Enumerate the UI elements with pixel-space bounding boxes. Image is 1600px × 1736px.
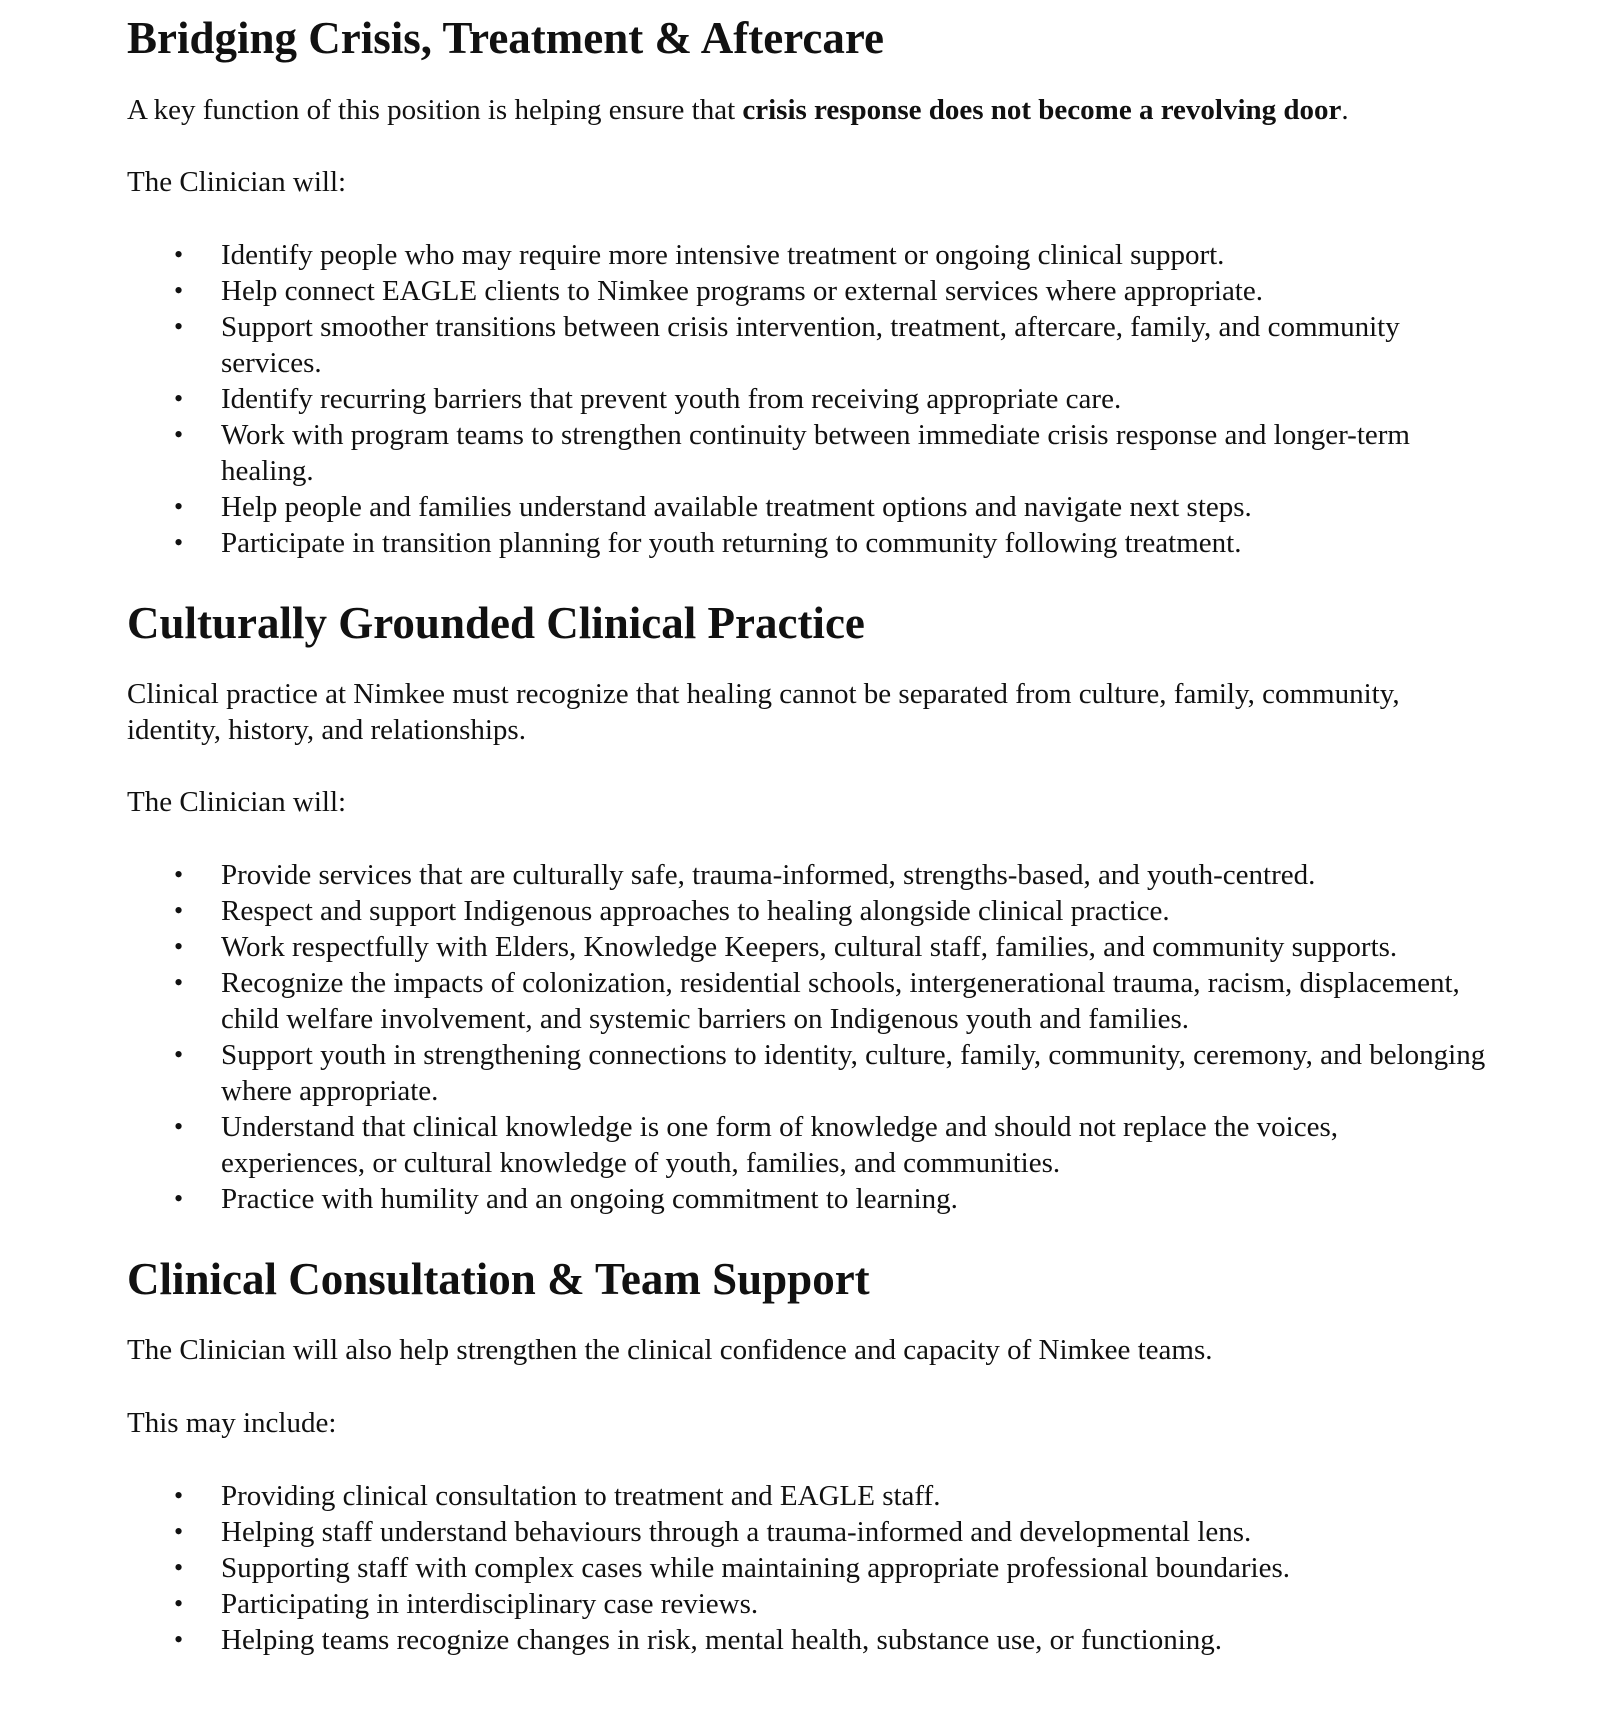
bullet-list [127, 237, 1487, 561]
bullet-list [127, 1478, 1487, 1658]
document-page [127, 0, 1487, 1658]
section-culturally-grounded [127, 598, 1487, 1217]
list-item: • Helping staff understand behaviours through a trauma-informed and developmental lens. [127, 1514, 1487, 1550]
list-item: • Provide services that are culturally safe, trauma-informed, strengths-based, and youth-centred. [127, 857, 1487, 893]
list-item: • Supporting staff with complex cases while maintaining appropriate professional boundaries. [127, 1550, 1487, 1586]
list-item: • Participating in interdisciplinary case reviews. [127, 1586, 1487, 1622]
section-heading: Clinical Consultation & Team Support [127, 1254, 870, 1304]
list-item: • Identify people who may require more intensive treatment or ongoing clinical support. [127, 237, 1487, 273]
section-clinical-consultation [127, 1254, 1487, 1658]
list-item: • Practice with humility and an ongoing commitment to learning. [127, 1181, 1487, 1217]
list-item: • Providing clinical consultation to treatment and EAGLE staff. [127, 1478, 1487, 1514]
list-item: • Help connect EAGLE clients to Nimkee programs or external services where appropriate. [127, 273, 1487, 309]
list-item: • Recognize the impacts of colonization, residential schools, intergenerational trauma, racism, displacement, child welfare involvement, and systemic barriers on Indigenous youth and families. [127, 965, 1487, 1037]
section-intro: The Clinician will also help strengthen the clinical confidence and capacity of Nimkee teams. [127, 1334, 1213, 1366]
section-intro: Clinical practice at Nimkee must recognize that healing cannot be separated from culture, family, community, identity, history, and relationships. [127, 678, 1400, 746]
bullet-list [127, 857, 1487, 1217]
list-item: • Work respectfully with Elders, Knowledge Keepers, cultural staff, families, and community supports. [127, 929, 1487, 965]
section-heading: Bridging Crisis, Treatment & Aftercare [127, 13, 884, 63]
list-lead: This may include: [127, 1407, 337, 1439]
section-bridging-crisis [127, 13, 1487, 561]
list-item: • Understand that clinical knowledge is one form of knowledge and should not replace the voices, experiences, or cultural knowledge of youth, families, and communities. [127, 1109, 1487, 1181]
list-item: • Identify recurring barriers that prevent youth from receiving appropriate care. [127, 381, 1487, 417]
list-item: • Help people and families understand available treatment options and navigate next steps. [127, 489, 1487, 525]
intro-emphasis: crisis response does not become a revolving door [742, 94, 1342, 126]
section-heading: Culturally Grounded Clinical Practice [127, 598, 865, 648]
list-lead: The Clinician will: [127, 786, 347, 818]
list-item: • Participate in transition planning for youth returning to community following treatment. [127, 525, 1487, 561]
list-item: • Helping teams recognize changes in risk, mental health, substance use, or functioning. [127, 1622, 1487, 1658]
intro-period: . [1341, 94, 1349, 126]
list-item: • Support youth in strengthening connections to identity, culture, family, community, ceremony, and belonging where appropriate. [127, 1037, 1487, 1109]
section-intro [127, 92, 1487, 128]
list-item: • Respect and support Indigenous approaches to healing alongside clinical practice. [127, 893, 1487, 929]
list-item: • Support smoother transitions between crisis intervention, treatment, aftercare, family, and community services. [127, 309, 1487, 381]
intro-text: A key function of this position is helping ensure that [127, 94, 743, 126]
list-lead: The Clinician will: [127, 166, 347, 198]
list-item: • Work with program teams to strengthen continuity between immediate crisis response and longer-term healing. [127, 417, 1487, 489]
